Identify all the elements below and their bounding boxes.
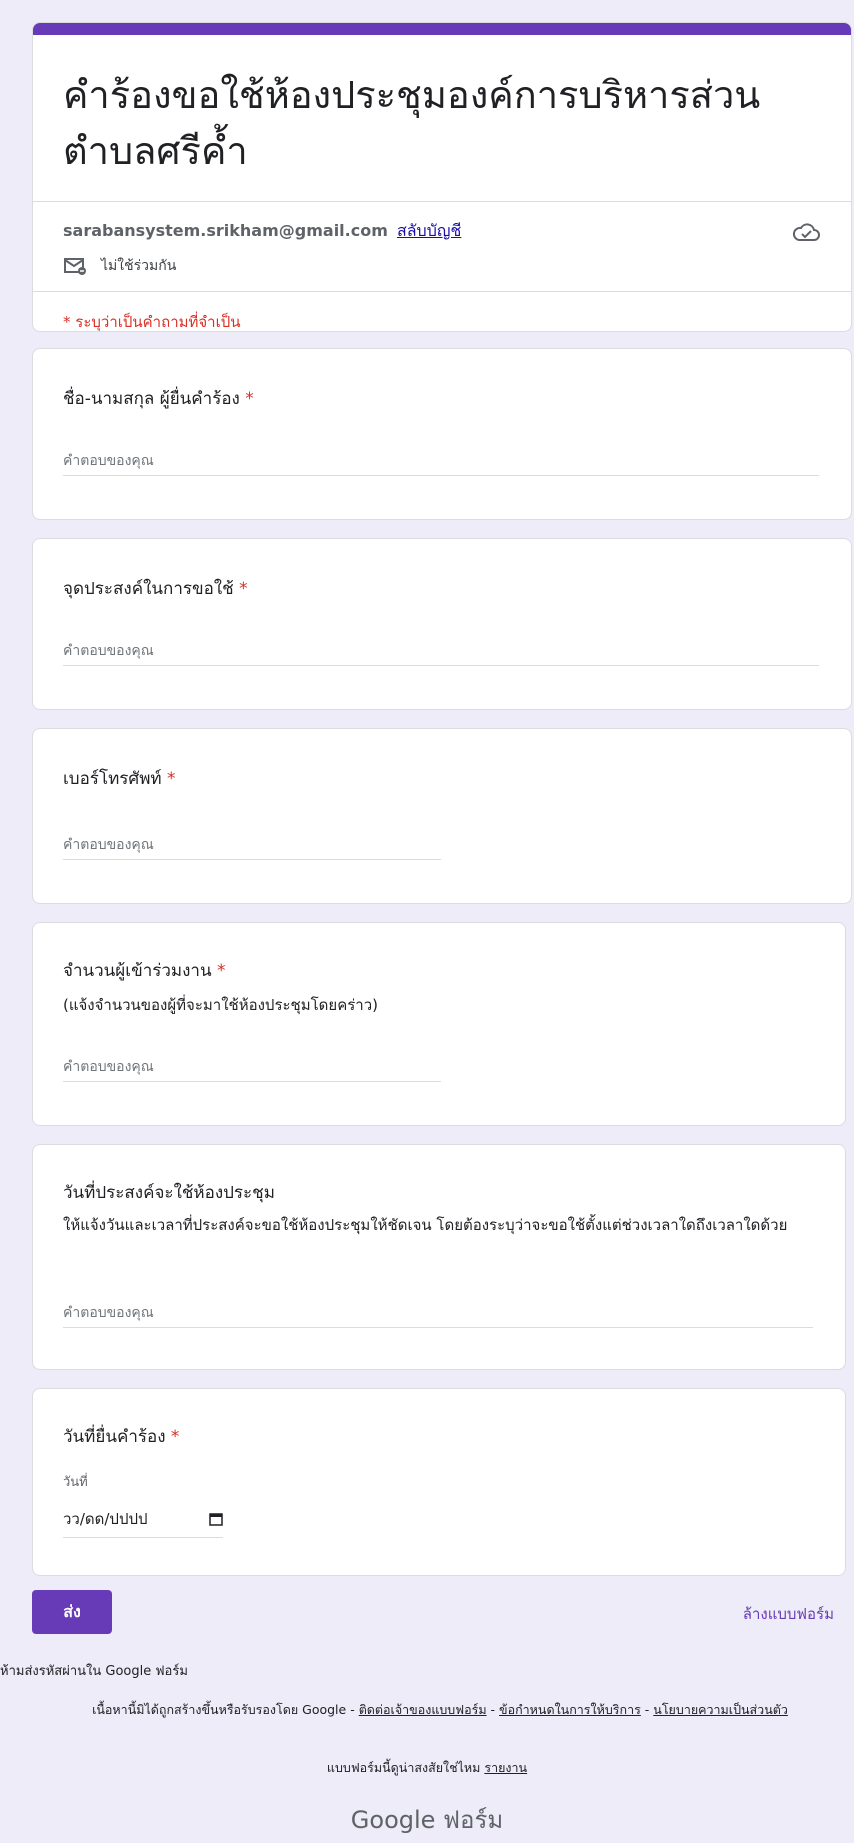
divider <box>33 201 851 202</box>
attendees-answer-input[interactable] <box>63 1059 441 1082</box>
submit-button[interactable]: ส่ง <box>32 1590 112 1634</box>
question-title: จำนวนผู้เข้าร่วมงาน * <box>63 961 226 981</box>
question-title: จุดประสงค์ในการขอใช้ * <box>63 579 248 599</box>
required-asterisk: * <box>245 389 254 409</box>
requested-date-answer-input[interactable] <box>63 1305 813 1328</box>
calendar-icon[interactable] <box>209 1512 223 1526</box>
question-description: (แจ้งจำนวนของผู้ที่จะมาใช้ห้องประชุมโดยคร่าว) <box>63 996 378 1014</box>
question-title: วันที่ประสงค์จะใช้ห้องประชุม <box>63 1183 275 1203</box>
question-title: วันที่ยื่นคำร้อง * <box>63 1427 180 1447</box>
question-card-requested-date <box>32 1144 846 1370</box>
not-shared-label: ไม่ใช้ร่วมกัน <box>101 258 177 274</box>
divider <box>33 291 851 292</box>
date-input[interactable] <box>63 1507 223 1538</box>
google-forms-logo: Google ฟอร์ม <box>350 1806 504 1834</box>
question-title: เบอร์โทรศัพท์ * <box>63 769 176 789</box>
disclaimer: เนื้อหานี้มิได้ถูกสร้างขึ้นหรือรับรองโดย Google - ติดต่อเจ้าของแบบฟอร์ม - ข้อกำหนดในการให้บริการ - นโยบายความเป็นส่วนตัว <box>92 1702 788 1717</box>
mail-not-shared-icon <box>63 256 87 276</box>
date-sublabel: วันที่ <box>63 1475 88 1490</box>
required-note: * ระบุว่าเป็นคำถามที่จำเป็น <box>63 313 241 331</box>
terms-link[interactable]: ข้อกำหนดในการให้บริการ <box>499 1702 641 1717</box>
abuse-row: แบบฟอร์มนี้ดูน่าสงสัยใช่ไหม รายงาน <box>326 1760 528 1775</box>
question-title: ชื่อ-นามสกุล ผู้ยื่นคำร้อง * <box>63 389 254 409</box>
required-asterisk: * <box>239 579 248 599</box>
required-asterisk: * <box>217 961 226 981</box>
question-card-purpose <box>32 538 852 710</box>
form-header-card <box>32 22 852 332</box>
switch-account-link[interactable]: สลับบัญชี <box>396 221 462 240</box>
accent-bar <box>33 23 851 35</box>
report-link[interactable]: รายงาน <box>484 1760 528 1775</box>
account-email: sarabansystem.srikham@gmail.com <box>63 221 388 240</box>
phone-answer-input[interactable] <box>63 837 441 860</box>
question-card-phone <box>32 728 852 904</box>
question-card-submit-date <box>32 1388 846 1576</box>
not-shared-row <box>63 255 176 277</box>
clear-form-link[interactable]: ล้างแบบฟอร์ม <box>742 1605 834 1623</box>
account-row <box>63 219 461 244</box>
contact-owner-link[interactable]: ติดต่อเจ้าของแบบฟอร์ม <box>358 1702 487 1717</box>
question-description: ให้แจ้งวันและเวลาที่ประสงค์จะขอใช้ห้องประชุมให้ชัดเจน โดยต้องระบุว่าจะขอใช้ตั้งแต่ช่วงเวลาใดถึงเวลาใดด้วย <box>63 1216 788 1234</box>
question-card-name <box>32 348 852 520</box>
question-card-attendees <box>32 922 846 1126</box>
password-warning: ห้ามส่งรหัสผ่านใน Google ฟอร์ม <box>0 1664 188 1679</box>
form-title: คำร้องขอใช้ห้องประชุมองค์การบริหารส่วนตำบลศรีค้ำ <box>63 73 761 173</box>
required-asterisk: * <box>170 1427 180 1447</box>
purpose-answer-input[interactable] <box>63 643 819 666</box>
privacy-link[interactable]: นโยบายความเป็นส่วนตัว <box>653 1702 788 1717</box>
required-asterisk: * <box>167 769 176 789</box>
date-placeholder: วว/ดด/ปปปป <box>63 1510 148 1528</box>
name-answer-input[interactable] <box>63 453 819 476</box>
cloud-saved-icon[interactable] <box>791 219 821 245</box>
